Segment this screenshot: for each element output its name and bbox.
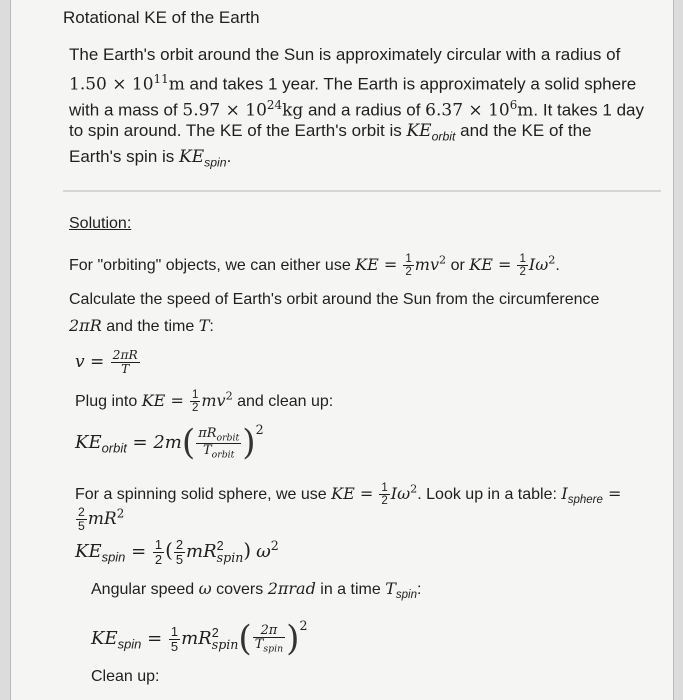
ke-symbol: KE = [469, 254, 517, 274]
intro-text: and the KE of the [455, 121, 592, 140]
orbit-radius-value: 1.50 × 10 [69, 74, 154, 95]
intro-text: and a radius of [303, 100, 426, 120]
page-title: Rotational KE of the Earth [63, 8, 260, 27]
solution-line-speed [69, 291, 599, 309]
ke-spin-symbol: KE [179, 147, 205, 167]
ke-symbol: KE = [355, 254, 403, 274]
time-symbol: T [198, 316, 210, 335]
solution-line-plug: Plug into KE = $\frac{1}{2}$ $mv^2$ and clean up: [75, 389, 334, 415]
ke-orbit-fraction: $\frac{\pi R_{orbit}}{T_{orbit}}$ [198, 425, 240, 460]
solution-heading: Solution: [69, 215, 132, 232]
ke-spin-equation-2: $KE_{spin}$ = $\frac{1}{5}$ mR 2 spin ( $\frac{2\pi}{T_{spin}}$ )$^2$ [91, 618, 308, 660]
solution-text: Plug into [75, 392, 142, 410]
solution-line-cleanup: Clean up: [91, 668, 160, 685]
mr-term: mR [87, 508, 117, 529]
ke-spin-equation-1: $KE_{spin}$ = $\frac{1}{2}$ ( $\frac{2}{5}$ mR 2 spin ) $\omega^2$ [75, 537, 279, 567]
ke-symbol: KE [75, 431, 102, 453]
solution-text: . Look up in a table: [417, 485, 562, 503]
ke-symbol: KE = [331, 483, 379, 503]
earth-mass-unit: kg [282, 100, 304, 121]
ke-spin-subscript: spin [204, 155, 227, 170]
inertia-formula: $\frac{2}{5}$ $mR^2$ [78, 505, 125, 533]
fraction-one-half: $\frac{1}{2}$ [381, 482, 388, 508]
ke-symbol: KE [75, 540, 102, 562]
intro-text: . [226, 147, 232, 166]
intro-line-1 [69, 42, 620, 68]
solution-text: covers [211, 581, 268, 598]
i-omega-term: Iω [390, 483, 411, 503]
solution-text: For a spinning solid sphere, we use [75, 485, 332, 503]
intro-line-5 [69, 144, 231, 176]
ke-symbol: KE [91, 627, 118, 649]
solution-text: Angular speed [91, 581, 199, 598]
solution-text: and clean up: [232, 392, 334, 410]
earth-radius-exponent: 6 [509, 98, 518, 112]
ke-orbit-rhs: = 2m [126, 431, 182, 453]
intro-text: to spin around. The KE of the Earth's orbit is [69, 121, 407, 140]
solution-text: or [446, 256, 470, 274]
orbit-radius-exponent: 11 [153, 72, 169, 86]
solution-line-orbiting: For "orbiting" objects, we can either use KE = $\frac{1}{2}$ $mv^2$ or KE = $\frac{1}{2}$ $I\omega^2$. [69, 253, 560, 279]
mv-term: mv [414, 254, 440, 274]
earth-radius-value: 6.37 × 10 [425, 100, 510, 121]
inertia-symbol: I [561, 483, 568, 503]
ke-orbit-equation: $KE_{orbit} = 2m$( $\frac{\pi R_{orbit}}{T_{orbit}}$ )$^2$ [75, 422, 264, 464]
solution-text: in a time [315, 581, 386, 598]
earth-radius-unit: m [517, 100, 534, 121]
solution-line-speed-2: 2πR and the time T: [69, 316, 214, 335]
fraction-one-half: $\frac{1}{2}$ [191, 389, 199, 415]
section-divider [63, 190, 661, 192]
fraction-two-fifths: $\frac{2}{5}$ [78, 505, 85, 533]
orbit-radius-unit: m [168, 74, 185, 95]
solution-text: and the time [101, 318, 199, 335]
fraction-one-half: $\frac{1}{2}$ [519, 253, 526, 279]
velocity-fraction: $\frac{2\pi R}{T}$ [112, 348, 138, 376]
ke-orbit-symbol: KE [406, 121, 432, 141]
mv-term: mv [201, 390, 226, 410]
ke-symbol: KE = [141, 390, 189, 410]
fraction-one-fifth: $\frac{1}{5}$ [170, 624, 179, 654]
intro-text: The Earth's orbit around the Sun is approximately circular with a radius of [69, 45, 621, 64]
i-omega-term: Iω [528, 254, 549, 274]
fraction-two-fifths: $\frac{2}{5}$ [175, 537, 184, 567]
solution-line-sphere: For a spinning solid sphere, we use KE = $\frac{1}{2}$ $I\omega^2$. Look up in a table: $I_{sphere}$ = [75, 482, 622, 508]
solution-text: Calculate the speed of Earth's orbit around the Sun from the circumference [69, 291, 600, 308]
fraction-one-half: $\frac{1}{2}$ [154, 537, 163, 567]
velocity-symbol: v = [75, 351, 110, 372]
intro-text: . It takes 1 day [533, 100, 644, 120]
intro-text: Earth's spin is [69, 147, 180, 166]
earth-mass-exponent: 24 [266, 98, 283, 112]
page [10, 0, 674, 700]
velocity-equation [75, 349, 141, 376]
solution-line-angular: Angular speed ω covers 2πrad in a time $T_{spin}$: [91, 579, 422, 602]
intro-text: and takes 1 year. The Earth is approximately a solid sphere [184, 74, 637, 94]
solution-text: For "orbiting" objects, we can either use [69, 256, 356, 274]
angular-speed-fraction: $\frac{2\pi}{T_{spin}}$ [254, 622, 284, 655]
ke-orbit-subscript: orbit [431, 129, 456, 144]
fraction-one-half: $\frac{1}{2}$ [405, 253, 412, 279]
intro-text: with a mass of [69, 100, 183, 120]
earth-mass-value: 5.97 × 10 [182, 100, 267, 121]
circumference-term: 2πR [69, 316, 102, 335]
